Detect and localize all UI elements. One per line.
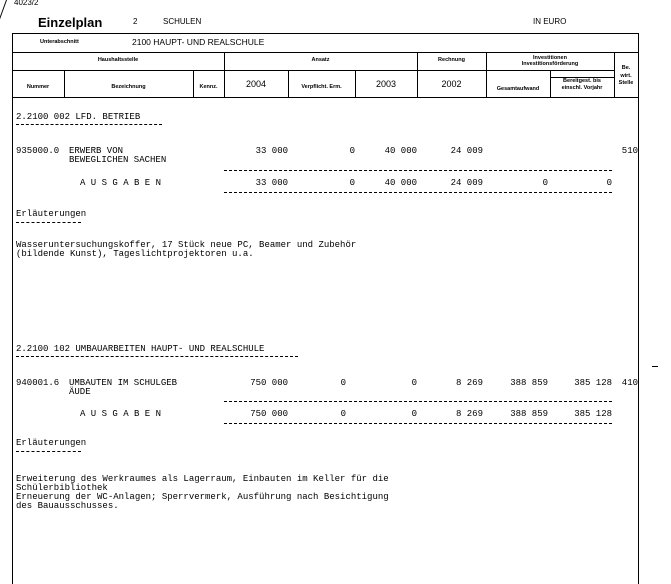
header-nummer: Nummer [26,84,50,90]
row-verpflicht: 0 [349,146,355,156]
total-label: A U S G A B E N [80,178,162,188]
row-bezeichnung-2: BEWEGLICHEN SACHEN [69,155,167,165]
corner-mark [0,0,16,22]
erlaeuterung-line: Erneuerung der WC-Anlagen; Sperrvermerk, Ausführung nach Besichtigung [16,492,389,502]
header-bereitgest2: einschl. Vorjahr [561,85,603,91]
header-bewirt3: Stelle [618,80,634,86]
page-title: Einzelplan [38,15,103,30]
header-ansatz: Ansatz [311,57,330,63]
header-bewirt2: wirt. [620,73,632,79]
total-ansatz-2003: 0 [411,409,417,419]
plan-number: 2 [133,17,138,26]
erlaeuterungen-label: Erläuterungen [16,438,87,448]
currency-label: IN EURO [533,17,567,26]
erlaeuterung-line: Schülerbibliothek [16,483,108,493]
header-verpflicht: Verpflicht. Erm. [301,84,342,90]
erlaeuterung-line: (bildende Kunst), Tageslichtprojektoren u.a. [16,249,254,259]
erlaeuterung-line: des Bauausschusses. [16,501,119,511]
total-verpflicht: 0 [340,409,346,419]
row-nummer: 940001.6 [16,378,60,388]
total-gesamtaufwand: 388 859 [510,409,548,419]
section-heading: 2.2100 002 LFD. BETRIEB [16,112,141,122]
header-year-2003: 2003 [375,79,397,89]
header-bewirt1: Be. [621,65,631,71]
header-bezeichnung: Bezeichnung [111,84,146,90]
header-gesamtaufwand: Gesamtaufwand [496,86,540,92]
margin-mark [652,366,658,367]
erlaeuterungen-label: Erläuterungen [16,209,87,219]
header-year-2002: 2002 [441,79,462,89]
row-bereitgestellt: 385 128 [574,378,612,388]
header-invest2: Investitionsförderung [521,61,579,67]
header-invest1: Investitionen [533,55,567,61]
row-bezeichnung-1: ERWERB VON [69,146,124,156]
row-ansatz-2003: 40 000 [384,146,417,156]
total-ansatz-2004: 33 000 [255,178,288,188]
erlaeuterung-line: Wasseruntersuchungskoffer, 17 Stück neue PC, Beamer und Zubehör [16,240,357,250]
total-gesamtaufwand: 0 [542,178,548,188]
row-rechnung-2002: 8 269 [455,378,483,388]
row-ansatz-2004: 33 000 [255,146,288,156]
row-ansatz-2003: 0 [411,378,417,388]
document-number: 4023/2 [14,0,39,7]
erlaeuterung-line: Erweiterung des Werkraumes als Lagerraum, Einbauten im Keller für die [16,474,389,484]
total-ansatz-2003: 40 000 [384,178,417,188]
row-gesamtaufwand: 388 859 [510,378,548,388]
row-ansatz-2004: 750 000 [250,378,288,388]
total-label: A U S G A B E N [80,409,162,419]
row-rechnung-2002: 24 009 [450,146,483,156]
total-verpflicht: 0 [349,178,355,188]
row-bezeichnung-1: UMBAUTEN IM SCHULGEB [69,378,178,388]
total-ansatz-2004: 750 000 [250,409,288,419]
row-bezeichnung-2: ÄUDE [69,387,91,397]
row-verpflicht: 0 [340,378,346,388]
row-bewirt-stelle: 410 [621,378,638,388]
header-year-2004: 2004 [245,79,267,89]
row-bewirt-stelle: 510 [621,146,638,156]
unterabschnitt-value: 2100 HAUPT- UND REALSCHULE [132,37,265,47]
header-bereitgest1: Bereitgest. bis [563,78,601,84]
header-rechnung: Rechnung [438,57,465,63]
section-heading: 2.2100 102 UMBAUARBEITEN HAUPT- UND REALSCHULE [16,344,265,354]
plan-name: SCHULEN [163,17,202,26]
total-rechnung-2002: 24 009 [450,178,483,188]
total-rechnung-2002: 8 269 [455,409,483,419]
header-haushaltsstelle: Haushaltsstelle [97,57,139,63]
total-bereitgestellt: 385 128 [574,409,612,419]
row-nummer: 935000.0 [16,146,60,156]
header-kennz: Kennz. [199,84,218,90]
total-bereitgestellt: 0 [606,178,612,188]
unterabschnitt-label: Unterabschnitt [40,39,79,45]
